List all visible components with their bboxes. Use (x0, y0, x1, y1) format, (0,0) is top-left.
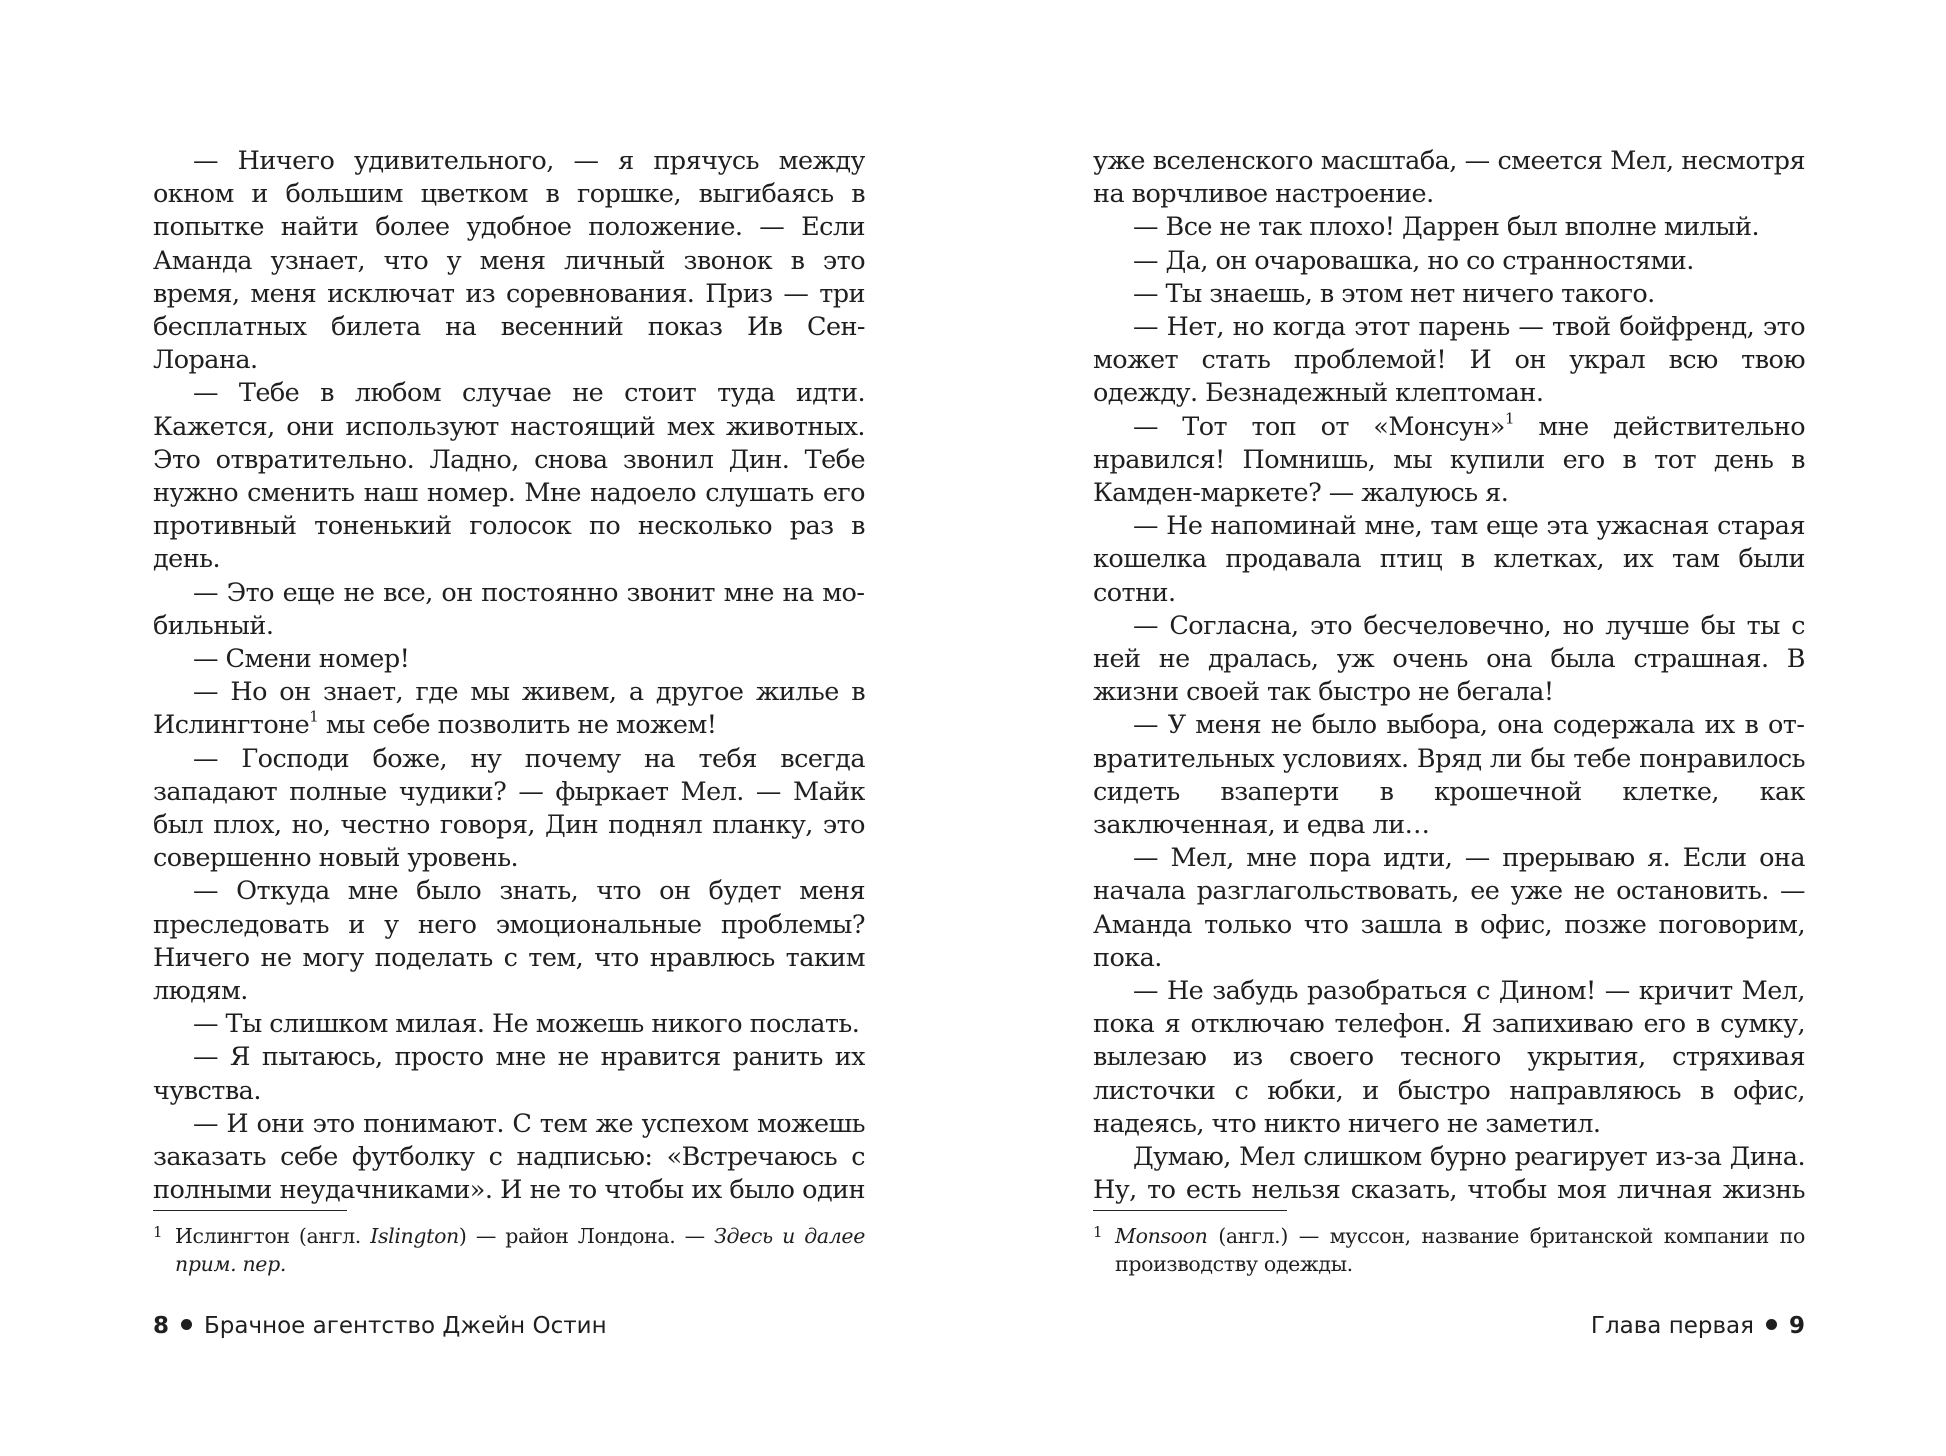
running-title: Глава первая (1590, 1313, 1754, 1339)
footnote-divider (153, 1210, 347, 1211)
footnote-ref: 1 (1504, 409, 1515, 428)
footnote-text: Ислингтон (англ. (175, 1224, 371, 1248)
paragraph: — Это еще не все, он постоянно звонит мне на мобильный. (153, 577, 865, 641)
paragraph-continuation: уже вселенского масштаба, — смеется Мел, несмотря на ворчливое настроение. (1093, 146, 1805, 210)
footnote-italic: Islington (370, 1224, 459, 1248)
right-page-body (1093, 145, 1805, 1210)
paragraph: — Не напоминай мне, там еще эта ужасная старая кошелка продавала птиц в клетках, их там были сотни. (1093, 511, 1805, 608)
paragraph: — Тебе в любом случае не стоит туда идти. Кажется, они используют настоящий мех животных. Это отвратительно. Ладно, снова звонил Дин. Тебе нужно сменить наш номер. Мне надоело слушать его противный тоненький голосок по несколько раз в день. (153, 378, 865, 575)
footnote-divider (1093, 1210, 1287, 1211)
footnote-text: ) — район Лондона. — (458, 1224, 715, 1248)
paragraph: — Ты знаешь, в этом нет ничего такого. (1133, 278, 1655, 309)
footnote-ref: 1 (309, 707, 319, 726)
footnote-text: (англ.) — муссон, название британской компании по производству одежды. (1115, 1224, 1805, 1276)
paragraph: Думаю, Мел слишком бурно реагирует из-за Дина. Ну, то есть нельзя сказать, чтобы моя личная жизнь (1093, 1142, 1805, 1206)
paragraph: — Согласна, это бесчеловечно, но лучше бы ты с ней не дралась, уж очень она была страшная. В жизни своей так быстро не бегала! (1093, 610, 1805, 708)
paragraph: — Все не так плохо! Даррен был вполне милый. (1133, 212, 1760, 243)
footnote-italic: Здесь и далее прим. пер. (175, 1224, 865, 1276)
paragraph: — Смени номер! (193, 644, 410, 675)
footnote-italic: Monsoon (1115, 1224, 1208, 1248)
page-number: 9 (1788, 1313, 1805, 1339)
running-footer (153, 1311, 607, 1341)
paragraph: — Нет, но когда этот парень — твой бойфренд, это может стать проблемой! И он украл всю твою одежду. Безнадежный клептоман. (1093, 312, 1805, 409)
running-title: Брачное агентство Джейн Остин (204, 1313, 607, 1339)
paragraph: — Откуда мне было знать, что он будет меня преследовать и у него эмоциональные проблемы? Ничего не могу поделать с тем, что нравлюсь таким людям. (153, 876, 865, 1007)
footnote (153, 1222, 865, 1278)
footnote-body: 1 Ислингтон (англ. Islington) — район Лондона. — Здесь и далее прим. пер. (153, 1223, 865, 1276)
page-number: 8 (153, 1313, 170, 1339)
paragraph: — Мел, мне пора идти, — прерываю я. Если она начала разглагольствовать, ее уже не остановить. — Аманда только что зашла в офис, позже поговорим, пока. (1093, 843, 1805, 973)
paragraph: — Да, он очаровашка, но со странностями. (1133, 245, 1694, 276)
paragraph-with-footnote (1093, 411, 1805, 511)
paragraph-text: — Но он знает, где мы живем, а другое жилье в Ислингтоне (153, 677, 865, 741)
paragraph-text: мне действительно нравился! Помнишь, мы купили его в тот день в Камден-маркете? — жалуюсь я. (1093, 411, 1805, 509)
running-footer (1591, 1311, 1805, 1341)
paragraph-with-footnote (153, 676, 865, 742)
paragraph: — Я пытаюсь, просто мне не нравится ранить их чувства. (153, 1042, 865, 1106)
paragraph: — Ты слишком милая. Не можешь никого послать. (193, 1009, 860, 1040)
paragraph-text: — Тот топ от «Монсун» (1133, 411, 1505, 442)
footnote (1093, 1222, 1805, 1278)
paragraph: — Не забудь разобраться с Дином! — кричит Мел, пока я отключаю телефон. Я запихиваю его в сумку, вылезаю из своего тесного укрытия, стряхивая листочки с юбки, и быстро направляюсь в офис, надеясь, что никто ничего не заметил. (1093, 976, 1805, 1139)
right-page (1093, 145, 1805, 1355)
paragraph: — Господи боже, ну почему на тебя всегда западают полные чудики? — фыркает Мел. — Майк был плох, но, честно говоря, Дин поднял планку, это совершенно новый уровень. (153, 743, 865, 874)
left-page-body (153, 145, 865, 1210)
footnote-body: 1 Monsoon (англ.) — муссон, название британской компании по производству одежды. (1093, 1223, 1805, 1276)
paragraph: — Ничего удивительного, — я прячусь между окном и большим цветком в горшке, выгибаясь в попытке найти более удобное положение. — Если Аманда узнает, что у меня личный звонок в это время, меня исключат из соревнования. Приз — три бесплатных билета на весенний показ Ив Сен-Лорана. (153, 146, 865, 376)
left-page (153, 145, 865, 1355)
bullet-icon (181, 1319, 192, 1330)
paragraph: — У меня не было выбора, она содержала их в отвратительных условиях. Вряд ли бы тебе понравилось сидеть взаперти в крошечной клетке, как заключенная, и едва ли… (1093, 710, 1805, 841)
bullet-icon (1766, 1319, 1777, 1330)
paragraph: — И они это понимают. С тем же успехом можешь заказать себе футболку с надписью: «Встречаюсь с полными неудачниками». И не то чтобы их было один (153, 1108, 865, 1206)
paragraph-text: мы себе позволить не можем! (318, 710, 717, 741)
